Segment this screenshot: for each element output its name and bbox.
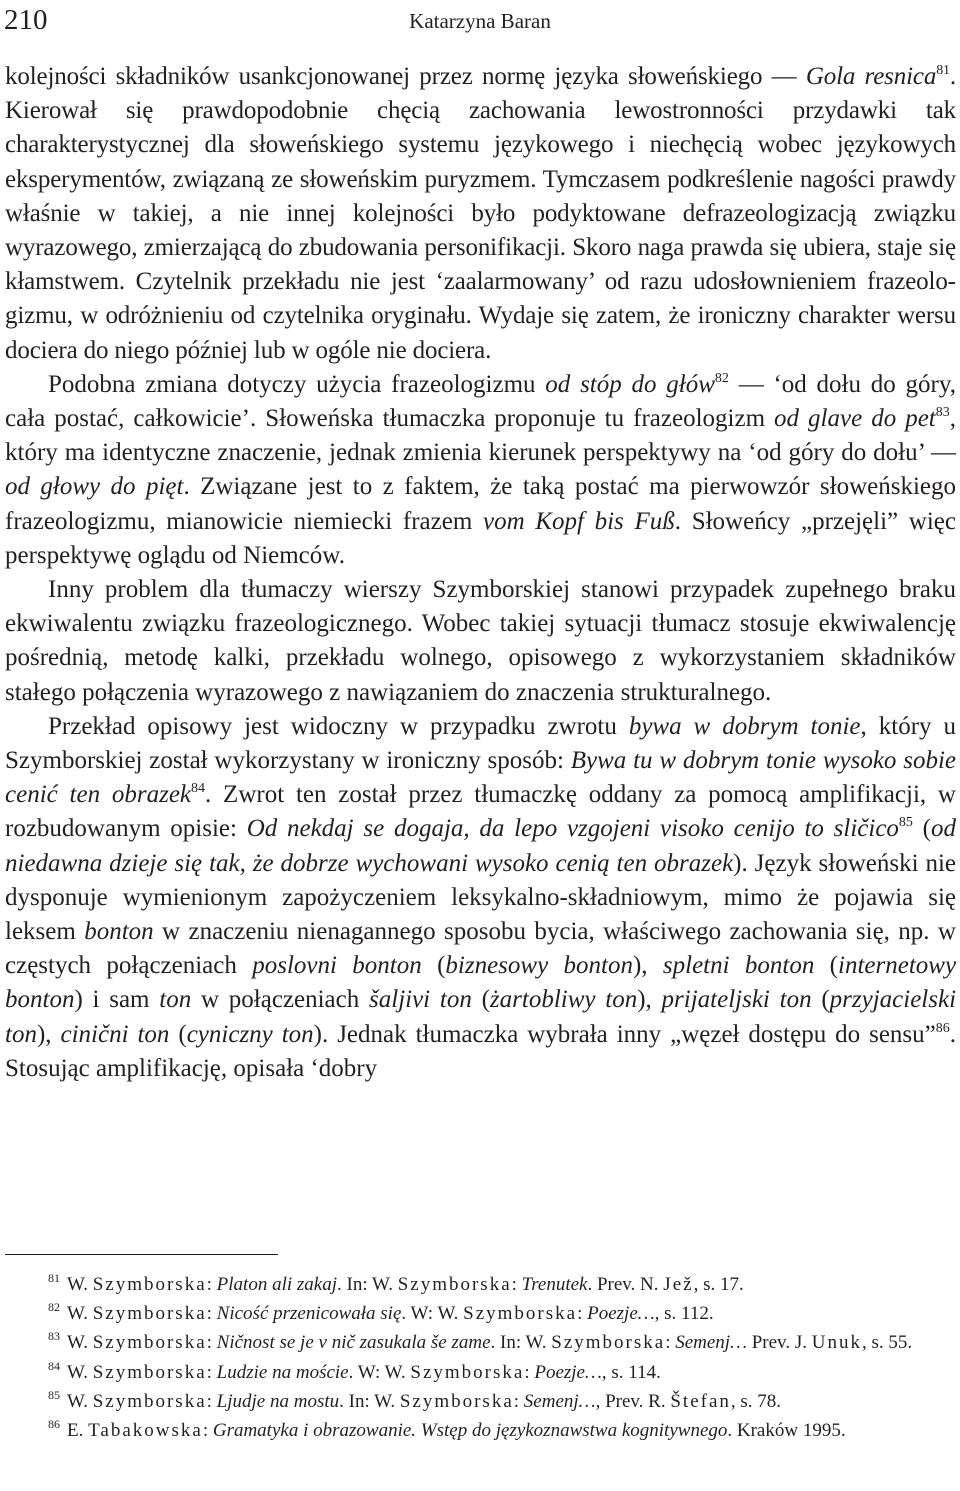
text-run: W. (67, 1274, 93, 1295)
italic-text: Poezje… (534, 1361, 602, 1383)
italic-text: ton (159, 986, 192, 1014)
text-run: , Prev. R. (595, 1390, 671, 1412)
italic-text: od niedawna dzieje się tak, że dobrze wychowani wysoko cenią ten obrazek (5, 815, 956, 877)
text-run: : (206, 1361, 217, 1383)
italic-text: przyjacielski ton (5, 986, 957, 1048)
text-run: . W: W. (348, 1361, 411, 1383)
author-name: Tabakowska (88, 1420, 203, 1442)
italic-text: bonton (84, 918, 154, 946)
footnote (5, 1270, 956, 1299)
italic-text: Gola resnica (805, 63, 937, 90)
footnote-number: 86 (48, 1417, 60, 1432)
footnote-number: 84 (48, 1358, 60, 1373)
text-run: , s. 114. (601, 1361, 661, 1383)
author-name: Szymborska (92, 1361, 207, 1383)
text-run: : (202, 1420, 213, 1442)
text-run: Przekład opisowy jest widoczny w przypadku zwrotu (48, 712, 629, 740)
italic-text: Ljudje na mostu (216, 1390, 340, 1412)
text-run: , s. 17. (693, 1274, 744, 1295)
italic-text: od stóp do głów (545, 370, 715, 398)
italic-text: cinični ton (60, 1020, 170, 1048)
italic-text: bywa w dobrym tonie (628, 712, 861, 740)
paragraph (5, 60, 956, 368)
italic-text: od głowy do pięt (5, 473, 184, 501)
text-run: W. (67, 1303, 93, 1325)
text-run: , s. 112. (654, 1303, 714, 1325)
text-run: W. (67, 1390, 93, 1412)
text-run: . In: W. (490, 1332, 552, 1354)
italic-text: Ludzie na moście (216, 1361, 349, 1383)
italic-text: Semenj… (523, 1390, 596, 1412)
text-run: Podobna zmiana dotyczy użycia frazeologizmu (48, 370, 546, 398)
footnote-number: 85 (48, 1387, 60, 1402)
text-run: : (524, 1361, 535, 1383)
author-name: Szymborska (92, 1390, 207, 1412)
text-run: w połączeniach (191, 986, 370, 1014)
italic-text: Platon ali zakaj (216, 1274, 337, 1295)
italic-text: internetowy bonton (5, 952, 957, 1014)
text-run: . W: W. (401, 1303, 464, 1325)
italic-text: Trenutek (521, 1274, 588, 1295)
text-run: : (511, 1274, 522, 1295)
author-name: Szymborska (463, 1303, 578, 1325)
footnote (5, 1387, 956, 1416)
italic-text: vom Kopf bis Fuß (482, 507, 675, 535)
text-run: . Słoweńcy „przejęli” więc perspektywę oglądu od Niemców. (5, 507, 956, 569)
paragraph (5, 368, 956, 573)
italic-text: Bywa tu w dobrym tonie wysoko sobie cenić ten obrazek (5, 747, 956, 809)
page-header (4, 2, 956, 42)
text-run: ( (811, 986, 830, 1014)
footnote-divider (5, 1254, 278, 1255)
text-run: W. (67, 1332, 93, 1354)
italic-text: Poezje… (587, 1303, 655, 1325)
text-run: . Zwrot ten został przez tłumaczkę oddany za pomocą amplifikacji, w rozbudowanym opisie: (5, 781, 956, 843)
text-run: W. (67, 1361, 93, 1383)
italic-text: prijateljski ton (661, 986, 812, 1014)
text-run: Inny problem dla tłumaczy wierszy Szymborskiej stanowi przypadek zupełnego braku ekwiwalentu związku frazeologicznego. Wobec takiej sytuacji tłumacz stosuje ekwiwalencję pośrednią, metodę kalki, przekładu wolnego, opisowego z wykorzystaniem składników stałego połączenia wyrazowego z nawiązaniem do znaczenia strukturalnego. (5, 576, 956, 706)
text-run: ( (471, 986, 490, 1014)
italic-text: šaljivi ton (369, 986, 472, 1014)
footnote-ref: 82 (714, 370, 729, 386)
author-name: Jež (663, 1274, 694, 1295)
footnote (5, 1328, 956, 1357)
italic-text: Gramatyka i obrazowanie. Wstęp do językoznawstwa kognitywnego (212, 1420, 728, 1442)
text-run: ), (36, 1020, 61, 1048)
footnote-number: 81 (48, 1271, 60, 1285)
italic-text: od glave do pet (774, 405, 936, 433)
text-run: ). Język słoweński nie dysponuje wymienionym zapożyczeniem leksykalno-składniowym, mimo że pojawia się leksem (5, 849, 956, 946)
italic-text: Semenj… (675, 1332, 747, 1354)
footnote-ref: 84 (191, 781, 206, 797)
author-name: Szymborska (92, 1274, 207, 1295)
text-run: ) i sam (74, 986, 160, 1014)
italic-text: Ničnost se je v nič zasukala še zame (216, 1332, 491, 1354)
paragraph (5, 573, 956, 710)
italic-text: Nicość przenicowała się (216, 1303, 402, 1325)
italic-text: biznesowy bonton (445, 952, 633, 980)
paragraph (5, 710, 956, 1086)
author-name: Unuk (811, 1332, 862, 1354)
footnote-ref: 83 (935, 405, 950, 421)
text-run: ( (421, 952, 446, 980)
body-text (5, 60, 956, 1086)
footnote (5, 1299, 956, 1328)
text-run: : (206, 1274, 217, 1295)
text-run: : (206, 1390, 217, 1412)
text-run: Prev. J. (746, 1332, 812, 1354)
running-head: Katarzyna Baran (409, 9, 551, 33)
text-run: , s. 78. (730, 1390, 782, 1412)
footnote-ref: 85 (898, 815, 913, 831)
author-name: Szymborska (92, 1332, 207, 1354)
footnotes (5, 1270, 956, 1445)
text-run: : (206, 1332, 217, 1354)
footnote-ref: 81 (936, 63, 950, 78)
italic-text: cyniczny ton (186, 1020, 314, 1048)
italic-text: poslovni bonton (252, 952, 422, 980)
page-number: 210 (4, 4, 48, 36)
text-run: w znaczeniu nienagannego sposobu bycia, właściwego zachowania się, np. w częstych połączeniach (5, 918, 956, 980)
text-run: . Związane jest to z faktem, że taką postać ma pierwowzór słoweńskiego frazeologizmu, mianowicie niemiecki frazem (5, 473, 956, 535)
text-run: , który ma identyczne znaczenie, jednak zmienia kierunek perspektywy na ‘od góry do dołu’ — (5, 405, 956, 467)
text-run: : (665, 1332, 676, 1354)
text-run: ), (637, 986, 662, 1014)
text-run: , s. 55. (861, 1332, 913, 1354)
author-name: Szymborska (92, 1303, 207, 1325)
author-name: Szymborska (397, 1274, 512, 1295)
text-run: ( (912, 815, 931, 843)
footnote (5, 1416, 956, 1445)
text-run: ( (169, 1020, 187, 1048)
text-run: . In: W. (337, 1274, 398, 1295)
footnote-ref: 86 (935, 1020, 950, 1036)
author-name: Szymborska (410, 1361, 525, 1383)
author-name: Štefan (670, 1390, 731, 1412)
text-run: kolejności składników usankcjonowanej przez normę języka słoweńskiego — (5, 63, 806, 90)
footnote-number: 82 (48, 1300, 60, 1315)
text-run: : (577, 1303, 588, 1325)
text-run: . Prev. N. (587, 1274, 664, 1295)
italic-text: żartobliwy ton (489, 986, 638, 1014)
text-run: , który u Szymborskiej został wykorzystany w ironiczny sposób: (5, 712, 956, 775)
text-run: ). Jednak tłumaczka wybrała inny „węzeł dostępu do sensu” (313, 1020, 936, 1048)
text-run: — ‘od dołu do góry, cała postać, całkowicie’. Słoweńska tłumaczka proponuje tu frazeologizm (5, 370, 957, 433)
text-run: . Kraków 1995. (727, 1420, 846, 1442)
author-name: Szymborska (399, 1390, 514, 1412)
italic-text: Od nekdaj se dogaja, da lepo vzgojeni visoko cenijo to sličico (246, 815, 899, 843)
footnote-number: 83 (48, 1329, 60, 1344)
text-run: . In: W. (339, 1390, 400, 1412)
text-run: E. (67, 1420, 89, 1442)
text-run: : (513, 1390, 524, 1412)
text-run: ), (632, 952, 663, 980)
author-name: Szymborska (551, 1332, 666, 1354)
text-run: . Stosując amplifikację, opisała ‘dobry (5, 1020, 957, 1082)
italic-text: spletni bonton (662, 952, 815, 980)
text-run: ( (814, 952, 839, 980)
footnote (5, 1358, 956, 1387)
text-run: : (206, 1303, 217, 1325)
text-run: . Kierował się prawdopodobnie chęcią zachowania lewostronności przydawki tak charakterystycznej dla słoweńskiego systemu językowego i niechęcią wobec językowych eksperymentów, związaną ze słoweńskim puryzmem. Tymczasem podkreślenie nagości prawdy właśnie w takiej, a nie innej kolejności było podyktowane defrazeologizacją związku wyrazowego, zmierzającą do zbudowania personifikacji. Skoro naga prawda się ubiera, staje się kłamstwem. Czytelnik przekładu nie jest ‘zaalarmowany’ od razu udosłownieniem frazeologizmu, w odróżnieniu od czytelnika oryginału. Wydaje się zatem, że ironiczny charakter wersu dociera do niego później lub w ogóle nie dociera. (5, 63, 956, 364)
